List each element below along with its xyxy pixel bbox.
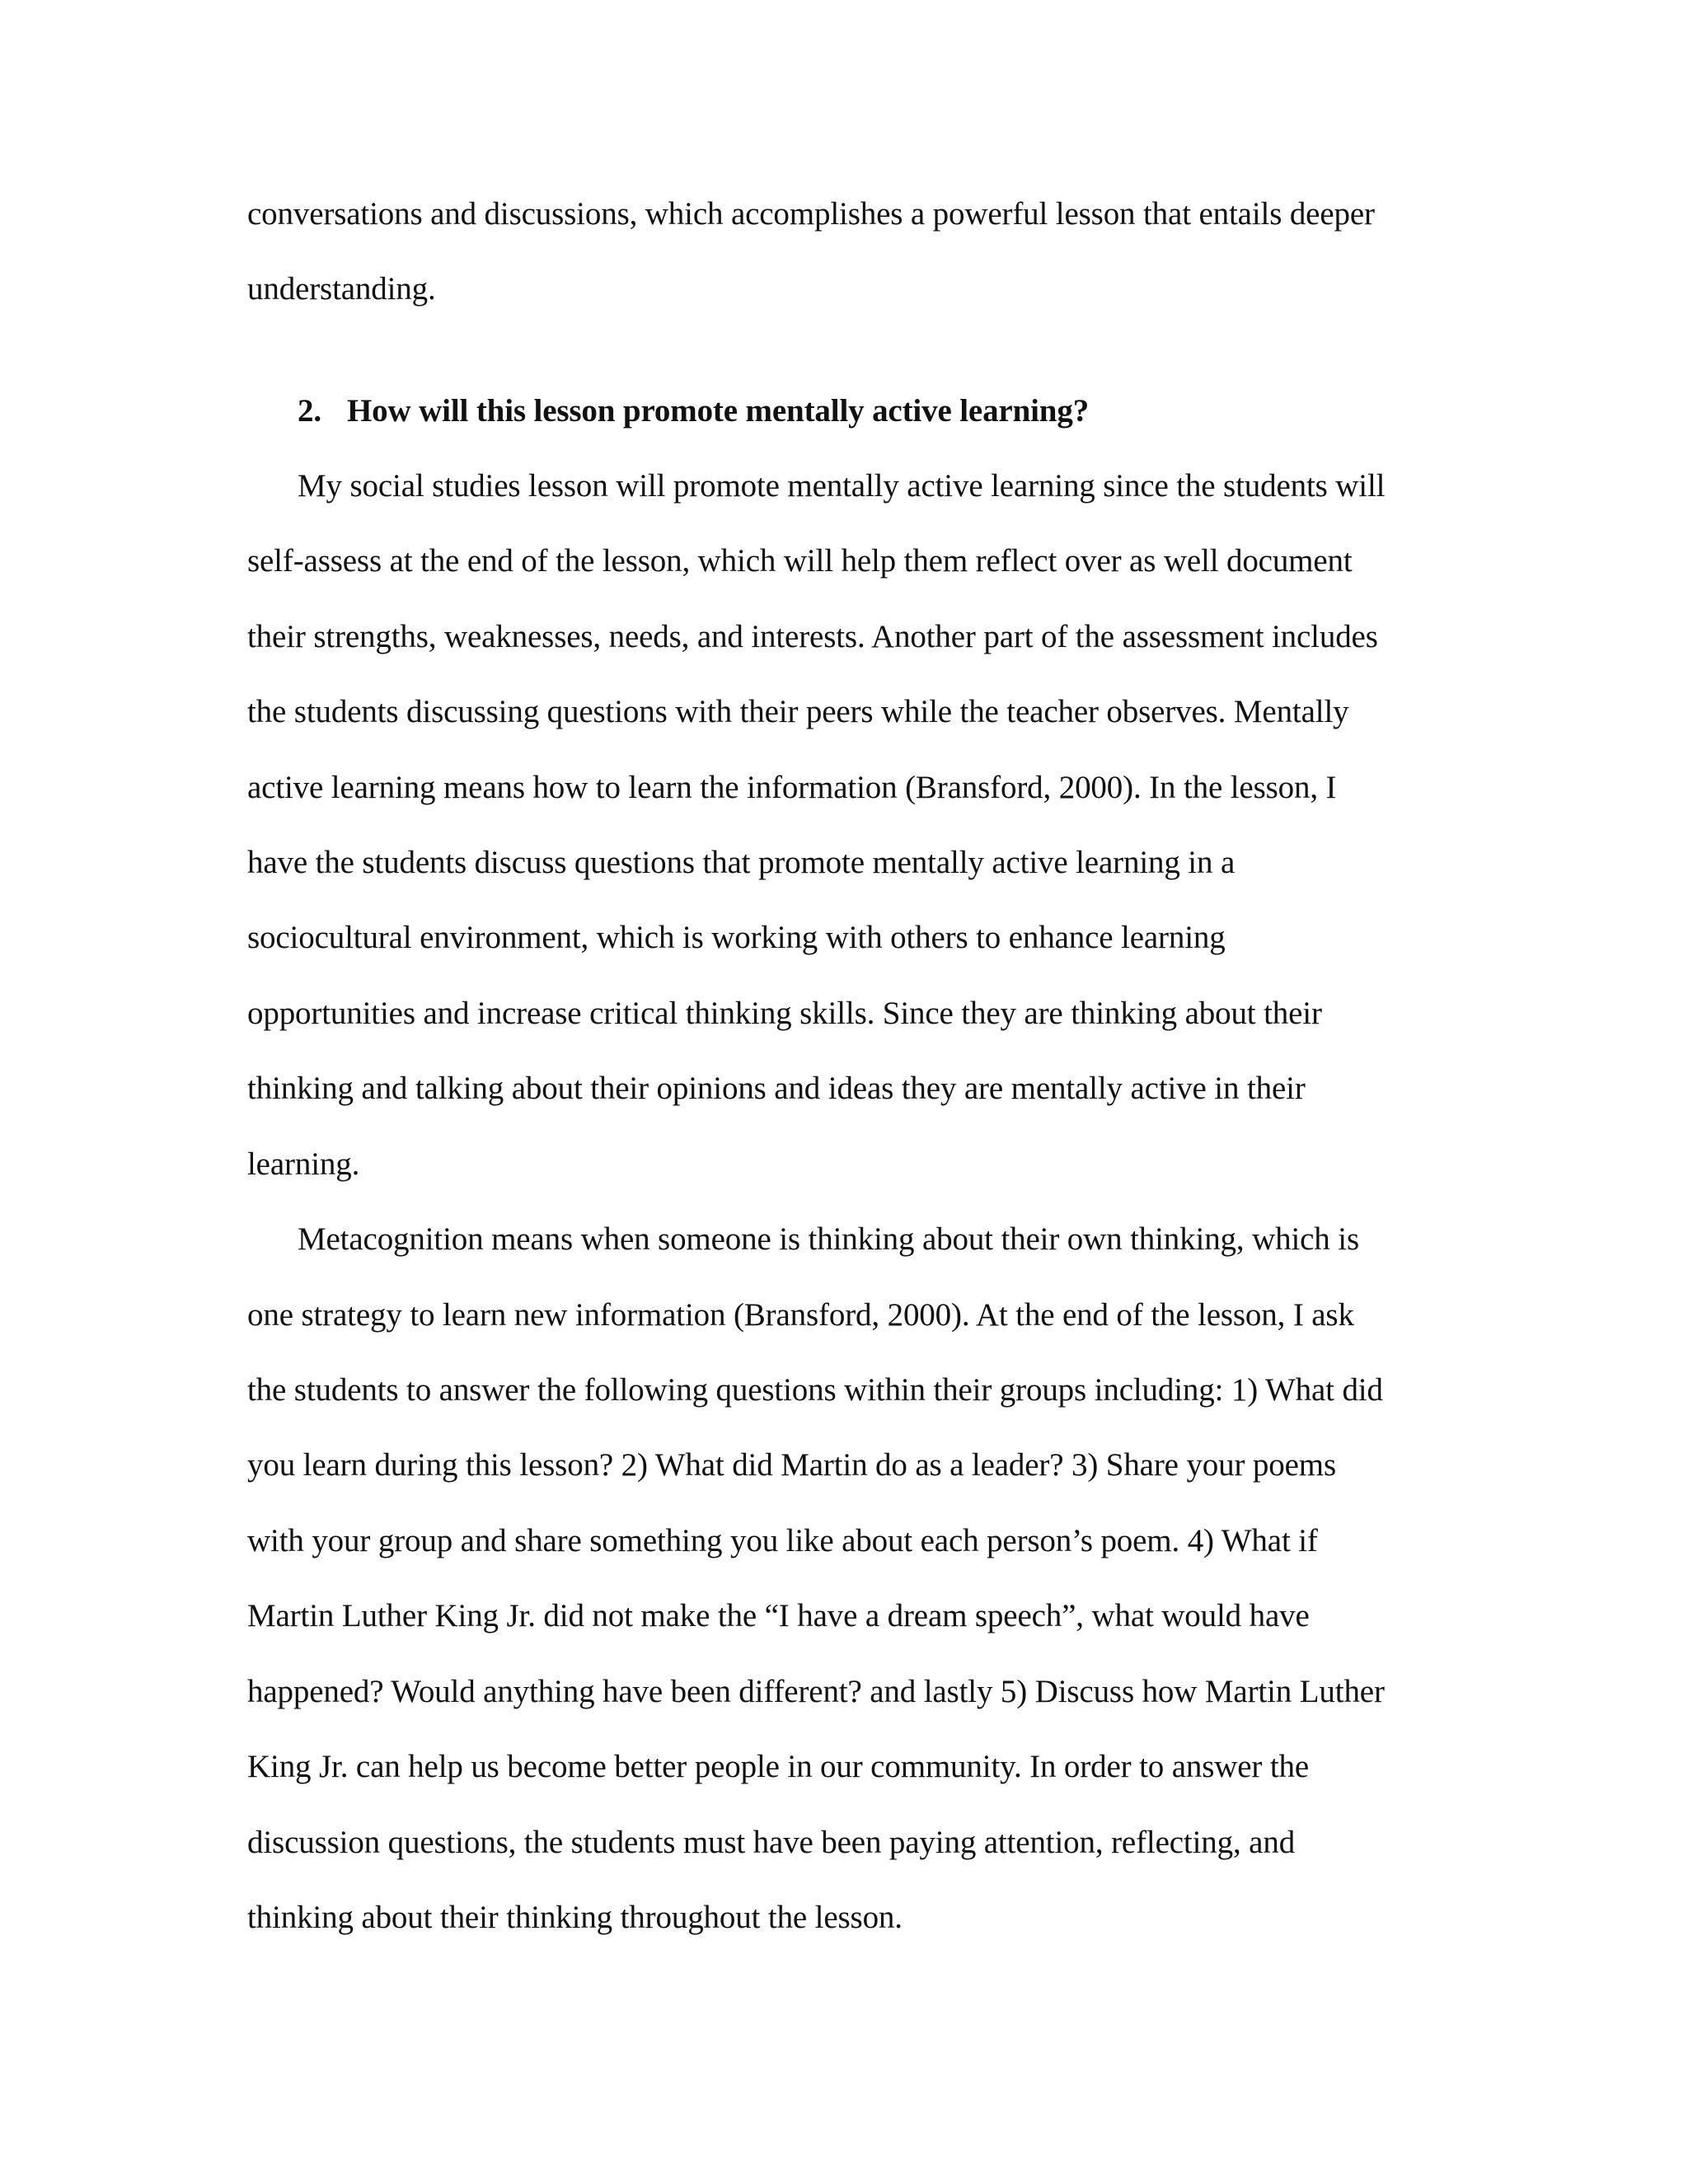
text-line: one strategy to learn new information (Bransford, 2000). At the end of the lesson, I ask xyxy=(247,1297,1354,1333)
text-line: their strengths, weaknesses, needs, and interests. Another part of the assessment includes xyxy=(247,619,1378,654)
text-line: conversations and discussions, which accomplishes a powerful lesson that entails deeper xyxy=(247,196,1375,232)
text-line: Metacognition means when someone is thinking about their own thinking, which is xyxy=(298,1221,1359,1257)
text-line: understanding. xyxy=(247,271,436,307)
question-text: How will this lesson promote mentally active learning? xyxy=(347,393,1090,429)
text-line: King Jr. can help us become better people in our community. In order to answer the xyxy=(247,1749,1310,1784)
question-number: 2. xyxy=(298,393,321,429)
text-line: My social studies lesson will promote mentally active learning since the students will xyxy=(298,468,1386,504)
question-heading xyxy=(298,391,1089,431)
text-line: learning. xyxy=(247,1146,360,1182)
text-line: the students discussing questions with their peers while the teacher observes. Mentally xyxy=(247,694,1349,729)
text-line: have the students discuss questions that promote mentally active learning in a xyxy=(247,845,1236,880)
text-line: Martin Luther King Jr. did not make the “I have a dream speech”, what would have xyxy=(247,1598,1310,1633)
text-line: active learning means how to learn the information (Bransford, 2000). In the lesson, I xyxy=(247,770,1337,805)
text-line: discussion questions, the students must have been paying attention, reflecting, and xyxy=(247,1825,1296,1860)
text-line: with your group and share something you like about each person’s poem. 4) What if xyxy=(247,1523,1318,1558)
text-line: self-assess at the end of the lesson, which will help them reflect over as well document xyxy=(247,543,1353,579)
text-line: thinking and talking about their opinions and ideas they are mentally active in their xyxy=(247,1071,1306,1106)
text-line: the students to answer the following questions within their groups including: 1) What did xyxy=(247,1372,1383,1408)
text-line: happened? Would anything have been different? and lastly 5) Discuss how Martin Luther xyxy=(247,1674,1385,1709)
text-line: you learn during this lesson? 2) What did Martin do as a leader? 3) Share your poems xyxy=(247,1447,1336,1483)
text-line: opportunities and increase critical thinking skills. Since they are thinking about their xyxy=(247,996,1322,1031)
text-line: thinking about their thinking throughout the lesson. xyxy=(247,1900,903,1935)
text-line: sociocultural environment, which is working with others to enhance learning xyxy=(247,920,1226,955)
